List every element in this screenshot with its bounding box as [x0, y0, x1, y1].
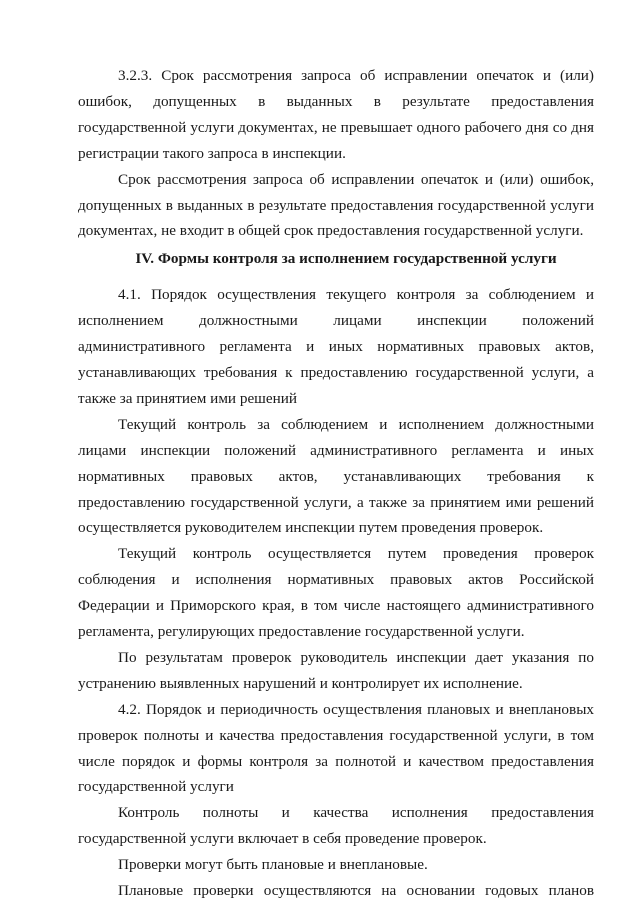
- paragraph-planned-checks: Плановые проверки осуществляются на основании годовых планов: [118, 882, 594, 900]
- paragraph-control-checks: Текущий контроль осуществляется путем проведения проверок соблюдения и исполнения нормативных правовых актов Российской Федерации и Приморского края, в том числе настоящего административного регламента, регулирующих предоставление государственной услуги.: [78, 545, 594, 641]
- paragraph-quality-control: Контроль полноты и качества исполнения предоставления государственной услуги включает в себя проведение проверок.: [78, 804, 594, 848]
- paragraph-4-1: 4.1. Порядок осуществления текущего контроля за соблюдением и исполнением должностными лицами инспекции положений административного регламента и иных нормативных правовых актов, устанавливающих требования к предоставлению государственной услуги, а также за принятием ими решений: [78, 286, 594, 407]
- paragraph-review-term: Срок рассмотрения запроса об исправлении опечаток и (или) ошибок, допущенных в выданных в результате предоставления государственной услуги документах, не входит в общей срок предоставления государственной услуги.: [78, 170, 594, 240]
- paragraph-current-control: Текущий контроль за соблюдением и исполнением должностными лицами инспекции положений административного регламента и иных нормативных правовых актов, устанавливающих требования к предоставлению государственной услуги, а также за принятием ими решений осуществляется руководителем инспекции путем проведения проверок.: [78, 415, 594, 537]
- paragraph-3-2-3: 3.2.3. Срок рассмотрения запроса об исправлении опечаток и (или) ошибок, допущенных в выданных в результате предоставления государственной услуги документах, не превышает одного рабочего дня со дня регистрации такого запроса в инспекции.: [78, 67, 594, 162]
- paragraph-check-results: По результатам проверок руководитель инспекции дает указания по устранению выявленных нарушений и контролирует их исполнение.: [78, 648, 594, 692]
- paragraph-check-types: Проверки могут быть плановые и внеплановые.: [118, 856, 428, 874]
- section-iv-heading: IV. Формы контроля за исполнением государственной услуги: [135, 250, 557, 268]
- paragraph-4-2: 4.2. Порядок и периодичность осуществления плановых и внеплановых проверок полноты и качества предоставления государственной услуги, в том числе порядок и формы контроля за полнотой и качеством предоставления государственной услуги: [78, 700, 594, 796]
